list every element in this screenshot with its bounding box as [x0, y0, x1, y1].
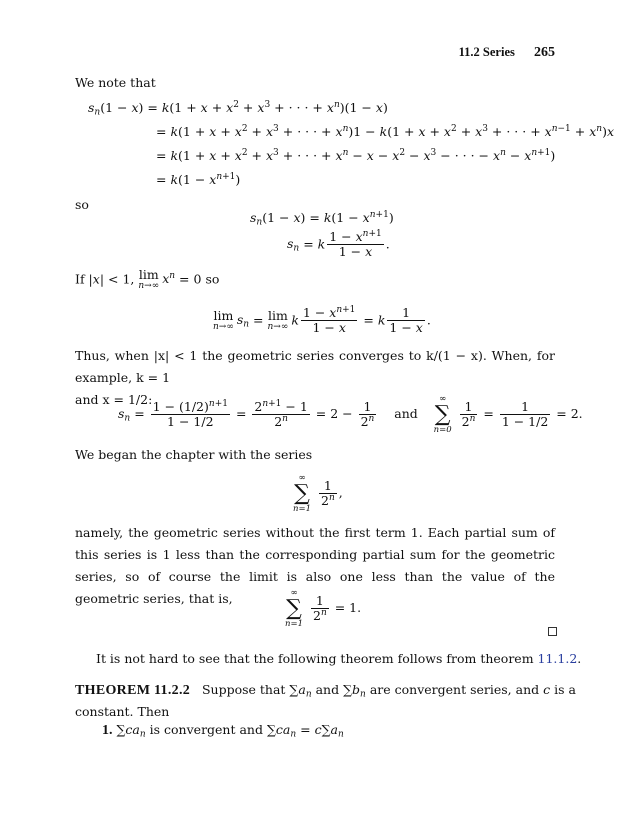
theorem-item-1: 1. $\sum ca_n$ is convergent and $\sum ca_n = c\sum a_n$ [102, 722, 344, 740]
if-limit-line: If |x| < 1, lim n→∞ $x^n = 0$ so [75, 267, 220, 291]
equation-line-3: = $k(1 + x + x^2 + x^3$ + · · · + $x^n - x - x^2 - x^3$ − · · · − $x^n - x^{n+1}$) [156, 148, 556, 163]
began-text: We began the chapter with the series [75, 447, 313, 462]
equation-limit: lim n→∞ $s_n = \lim$ n→∞ k $\frac{1 - x^{n+1}}{1 - x}$ = k $\frac{1}{1 - x}$ . [213, 305, 431, 336]
section-title: 11.2 Series [458, 45, 515, 59]
equation-sn-closed: $s_n = k$ $\frac{1 - x^{n+1}}{1 - x}$ . [287, 229, 390, 260]
equation-line-1: $s_n(1 - x) = k(1 + x + x^2 + x^3$ + · · · + $x^n)(1 - x)$ [88, 100, 388, 118]
equation-line-2: = $k(1 + x + x^2 + x^3$ + · · · + $x^n)1 - k(1 + x + x^2 + x^3$ + · · · + $x^{n-1} + x^n)x$ [156, 124, 615, 139]
equation-line-4: = $k(1 - x^{n+1})$ [156, 172, 241, 187]
theorem-statement: THEOREM 11.2.2 Suppose that $\sum a_n$ and $\sum b_n$ are convergent series, and c is a [75, 682, 576, 700]
page-number: 265 [534, 45, 555, 60]
so-text: so [75, 197, 89, 212]
running-header [459, 45, 555, 61]
theorem-label: THEOREM 11.2.2 [75, 683, 191, 698]
equation-sn-product: $s_n(1 - x) = k(1 - x^{n+1})$ [250, 210, 394, 228]
namely-paragraph: namely, the geometric series without the first term 1. Each partial sum of this series is 1 less than the corresponding partial sum for the geometric series, so of course the limit is also one less than the value of the geometric series, that is, [75, 525, 555, 606]
equation-example: $s_n$ = $\frac{1 - (1/2)^{n+1}}{1 - 1/2}$ = $\frac{2^{n+1} - 1}{2^n}$ = 2 − $\frac{1}{2^n}$ and ∞ ∑ n=0 $\frac{1}{2^n}$ = $\frac{1}{1 - 1/2}$ = 2. [118, 394, 583, 435]
theorem-link[interactable]: 11.1.2 [537, 651, 578, 666]
constant-then-text: constant. Then [75, 704, 170, 719]
qed-box [548, 627, 557, 636]
thus-paragraph: Thus, when |x| < 1 the geometric series converges to k/(1 − x). When, for example, k = 1 and x = 1/2: [75, 348, 555, 407]
item-number: 1. [102, 723, 113, 738]
equation-series-sum: ∞ ∑ n=1 $\frac{1}{2^n}$ = 1. [285, 588, 362, 629]
equation-series-half: ∞ ∑ n=1 $\frac{1}{2^n}$ , [293, 473, 343, 514]
we-note-text: We note that [75, 75, 156, 90]
not-hard-text: It is not hard to see that the following theorem follows from theorem 11.1.2. [96, 651, 582, 666]
